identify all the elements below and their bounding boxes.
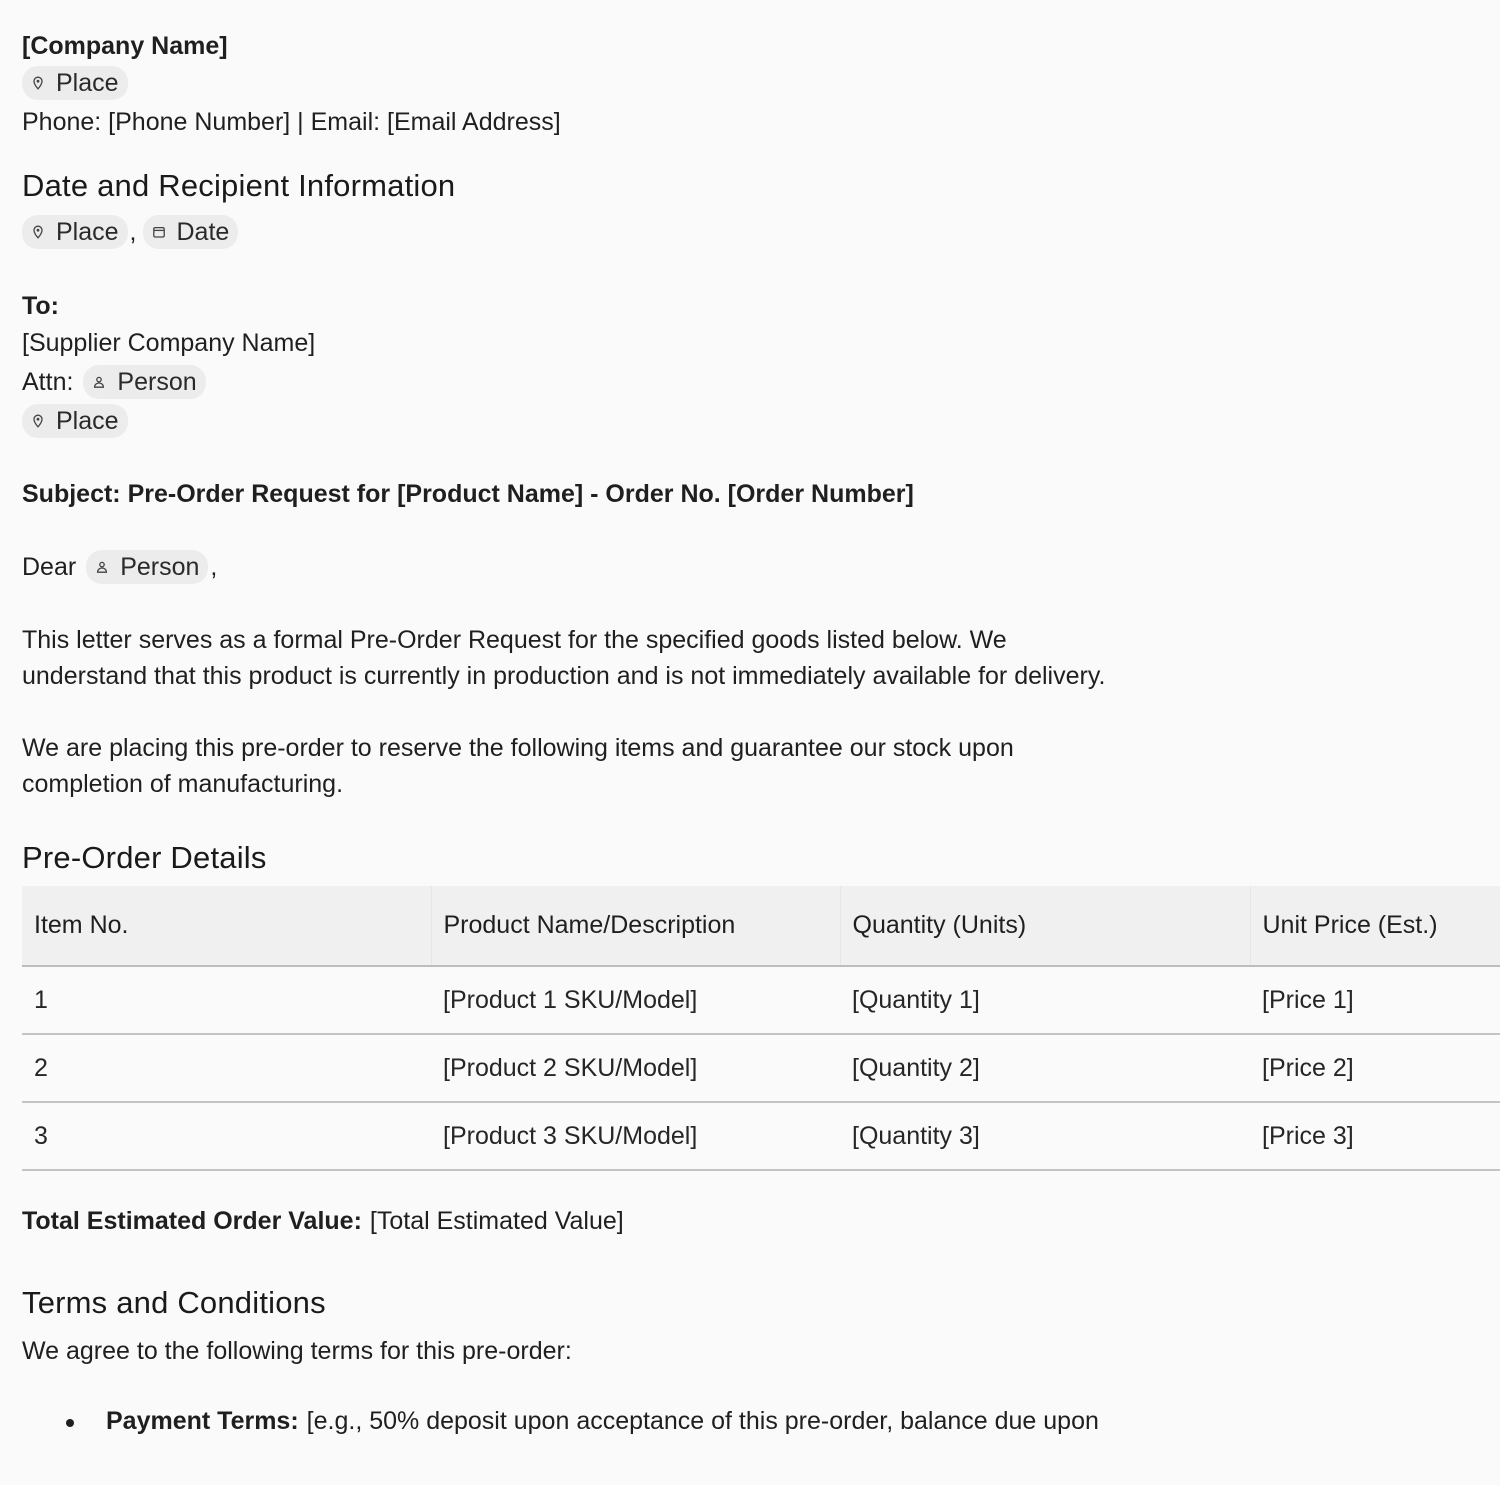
greeting-dear: Dear [22, 552, 77, 581]
greeting-comma: , [210, 552, 218, 581]
person-chip[interactable] [86, 550, 208, 584]
body-paragraph-2 [22, 730, 1500, 802]
attn-label: Attn: [22, 367, 74, 396]
place-chip-label: Place [56, 68, 119, 97]
table-cell: 3 [22, 1102, 431, 1170]
date-chip-label: Date [176, 217, 230, 246]
map-pin-icon [30, 75, 46, 91]
table-cell: [Price 3] [1250, 1102, 1500, 1170]
person-chip[interactable] [83, 365, 205, 399]
body-line: completion of manufacturing. [22, 769, 344, 798]
map-pin-icon [30, 224, 46, 240]
term-text: [e.g., 50% deposit upon acceptance of this pre-order, balance due upon [306, 1407, 1099, 1435]
table-header-row [22, 886, 1500, 966]
company-name: [Company Name] [22, 31, 228, 60]
person-icon [91, 374, 107, 390]
place-chip[interactable] [22, 215, 128, 249]
place-chip-label: Place [56, 406, 119, 435]
table-cell: [Quantity 3] [840, 1102, 1250, 1170]
date-recipient-heading: Date and Recipient Information [22, 168, 456, 203]
body-line: This letter serves as a formal Pre-Order Request for the specified goods listed below. We [22, 625, 1007, 654]
term-label: Payment Terms: [106, 1407, 299, 1435]
total-label: Total Estimated Order Value: [22, 1206, 362, 1235]
pre-order-table [22, 886, 1500, 1171]
table-cell: 1 [22, 966, 431, 1034]
subject-line: Subject: Pre-Order Request for [Product Name] - Order No. [Order Number] [22, 479, 914, 508]
column-header: Item No. [22, 886, 431, 966]
person-chip-label: Person [117, 367, 197, 396]
person-icon [94, 559, 110, 575]
terms-intro: We agree to the following terms for this pre-order: [22, 1336, 572, 1365]
column-header: Unit Price (Est.) [1250, 886, 1500, 966]
column-header: Product Name/Description [431, 886, 840, 966]
place-chip[interactable] [22, 404, 128, 438]
details-heading: Pre-Order Details [22, 840, 267, 875]
total-value: [Total Estimated Value] [369, 1206, 624, 1235]
separator: , [129, 217, 137, 246]
table-cell: [Product 2 SKU/Model] [431, 1034, 840, 1102]
contact-info: Phone: [Phone Number] | Email: [Email Address] [22, 107, 561, 136]
column-header: Quantity (Units) [840, 886, 1250, 966]
table-cell: [Price 1] [1250, 966, 1500, 1034]
table-cell: [Quantity 1] [840, 966, 1250, 1034]
terms-heading: Terms and Conditions [22, 1285, 326, 1320]
list-item [66, 1403, 1500, 1439]
table-cell: [Quantity 2] [840, 1034, 1250, 1102]
table-cell: 2 [22, 1034, 431, 1102]
table-cell: [Product 3 SKU/Model] [431, 1102, 840, 1170]
person-chip-label: Person [120, 552, 200, 581]
to-label: To: [22, 291, 60, 320]
table-cell: [Price 2] [1250, 1034, 1500, 1102]
calendar-icon [151, 224, 167, 240]
body-line: understand that this product is currently in production and is not immediately available for delivery. [22, 661, 1106, 690]
date-chip[interactable] [143, 215, 239, 249]
terms-list [66, 1403, 1500, 1439]
table-cell: [Product 1 SKU/Model] [431, 966, 840, 1034]
total-value-line [22, 1203, 1500, 1239]
table-row [22, 966, 1500, 1034]
place-chip-label: Place [56, 217, 119, 246]
table-row [22, 1102, 1500, 1170]
supplier-name: [Supplier Company Name] [22, 328, 316, 357]
table-row [22, 1034, 1500, 1102]
body-paragraph-1 [22, 622, 1500, 694]
body-line: We are placing this pre-order to reserve the following items and guarantee our stock upon [22, 733, 1014, 762]
map-pin-icon [30, 413, 46, 429]
place-chip[interactable] [22, 66, 128, 100]
